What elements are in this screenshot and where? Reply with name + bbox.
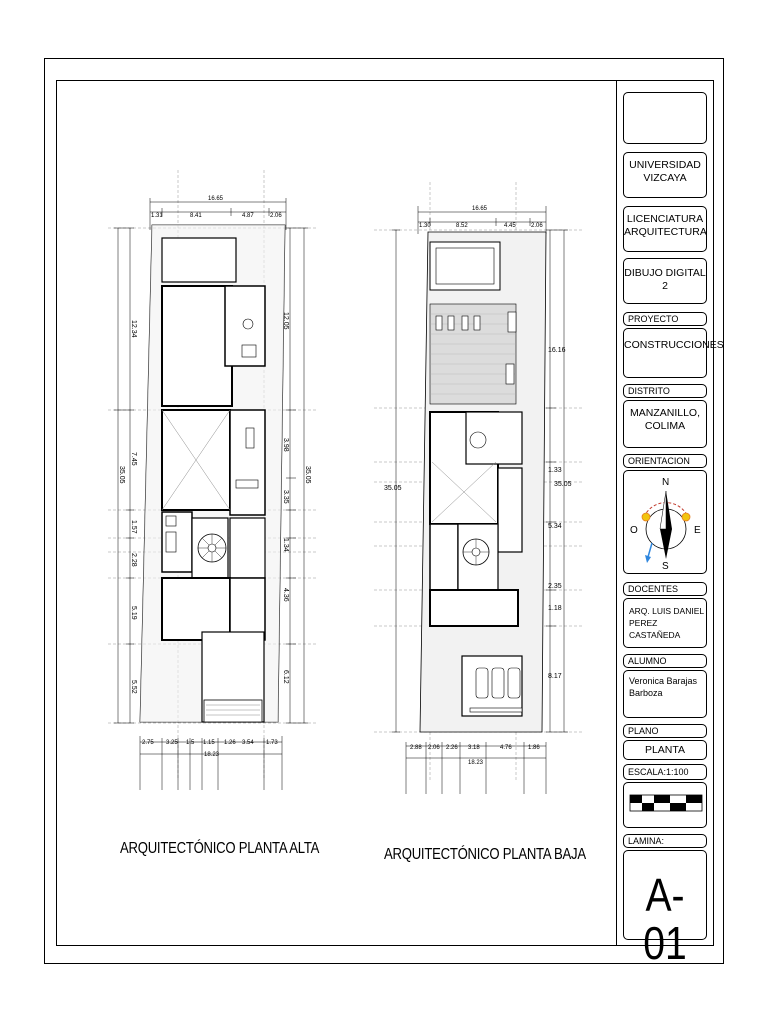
upper-top-dim-2: 8.41 [190,213,202,219]
upper-top-dim-1: 1.31 [151,213,163,219]
ground-bottom-dim-4: 3.18 [468,745,480,751]
project-value: CONSTRUCCIONES [624,339,724,351]
orientation-box [623,470,707,574]
plan-label-box [623,724,707,738]
student-label-box [623,654,707,668]
upper-right-dim-2: 3.98 [282,438,289,452]
upper-left-total: 35.05 [118,466,125,484]
teachers-label: DOCENTES [628,584,679,594]
plan-label: PLANO [628,726,659,736]
compass-o-label: O [630,525,638,536]
scale-bar-box [623,782,707,828]
district-value: MANZANILLO, COLIMA [629,407,700,432]
ground-bottom-dim-1: 2.88 [410,745,422,751]
sheet-label: LAMINA: [628,836,665,846]
program-name: LICENCIATURA ARQUITECTURA [624,213,707,238]
ground-right-total: 35.05 [554,481,572,488]
upper-right-dim-5: 4.36 [282,588,289,602]
compass-e-label: E [694,525,701,536]
plan-value: PLANTA [644,744,686,756]
course-name: DIBUJO DIGITAL 2 [624,267,706,292]
ground-floor-plan [366,172,592,802]
upper-right-dim-6: 6.12 [282,670,289,684]
project-value-box [623,328,724,378]
scale-box [623,764,707,780]
wind-arrow-icon [645,543,652,563]
project-label-box [623,312,707,326]
title-block-divider [616,80,617,946]
scale-label: ESCALA: [628,767,667,777]
ground-right-dim-4: 2.35 [548,583,562,590]
upper-left-dim-5: 5.19 [130,606,137,620]
teachers-value-box [623,598,707,648]
ground-bottom-dim-2: 2.06 [428,745,440,751]
ground-right-dim-1: 16.16 [548,347,566,354]
ground-plan-title: ARQUITECTÓNICO PLANTA BAJA [384,846,586,863]
upper-right-dim-4: 1.34 [282,538,289,552]
upper-left-dim-1: 12.34 [130,320,137,338]
upper-bottom-dim-1: 2.75 [142,740,154,746]
upper-bottom-dim-5: 1.26 [224,740,236,746]
upper-bottom-dim-4: 1.15 [203,740,215,746]
compass-s-label: S [662,561,669,572]
upper-right-dim-1: 12.05 [282,312,289,330]
upper-left-dim-3: 1.57 [130,520,137,534]
teachers-value: ARQ. LUIS DANIEL PEREZ CASTAÑEDA [629,606,705,640]
ground-top-dim-1: 1.30 [419,223,431,229]
logo-box [623,92,707,144]
upper-right-dim-3: 3.35 [282,490,289,504]
student-value-box [623,670,707,718]
upper-right-total: 35.05 [304,466,311,484]
school-name: UNIVERSIDAD VIZCAYA [629,159,701,184]
upper-top-total: 16.65 [208,196,224,202]
district-label: DISTRITO [628,386,670,396]
ground-right-dim-5: 1.18 [548,605,562,612]
orientation-label: ORIENTACION [628,456,690,466]
course-box [623,258,707,304]
ground-right-dim-3: 5.34 [548,523,562,530]
upper-left-dim-6: 5.52 [130,680,137,694]
upper-bottom-dim-6: 3.54 [242,740,254,746]
graphic-scale-bar [624,783,708,829]
student-value: Veronica Barajas Barboza [629,676,698,698]
ground-top-dim-4: 2.06 [531,223,543,229]
scale-value: 1:100 [666,767,689,777]
ground-right-dim-6: 8.17 [548,673,562,680]
ground-bottom-dim-3: 2.26 [446,745,458,751]
district-value-box [623,400,707,448]
upper-left-dim-4: 2.28 [130,553,137,567]
upper-top-dim-4: 2.06 [270,213,282,219]
ground-left-total: 35.05 [384,485,402,492]
teachers-label-box [623,582,707,596]
upper-top-dim-3: 4.87 [242,213,254,219]
upper-floor-plan [100,160,325,800]
ground-bottom-dim-5: 4.76 [500,745,512,751]
ground-bottom-dim-6: 1.86 [528,745,540,751]
project-label: PROYECTO [628,314,679,324]
ground-top-dim-2: 8.52 [456,223,468,229]
upper-bottom-dim-3: 1.5 [186,740,195,746]
upper-bottom-dim-2: 3.25 [166,740,178,746]
upper-plan-title: ARQUITECTÓNICO PLANTA ALTA [120,840,320,857]
district-label-box [623,384,707,398]
ground-bottom-total: 18.23 [468,760,484,766]
upper-bottom-dim-7: 1.73 [266,740,278,746]
plan-value-box [623,740,707,760]
ground-top-total: 16.65 [472,206,488,212]
student-label: ALUMNO [628,656,667,666]
orientation-label-box [623,454,707,468]
sheet-number: A-01 [643,869,687,969]
program-box [623,206,707,252]
sheet-label-box [623,834,707,848]
compass-n-label: N [662,477,670,488]
north-compass [624,471,708,575]
ground-top-dim-3: 4.45 [504,223,516,229]
upper-left-dim-2: 7.45 [130,452,137,466]
ground-right-dim-2: 1.33 [548,467,562,474]
school-box [623,152,707,198]
sheet-number-box [623,850,707,969]
upper-bottom-total: 18.23 [204,752,220,758]
